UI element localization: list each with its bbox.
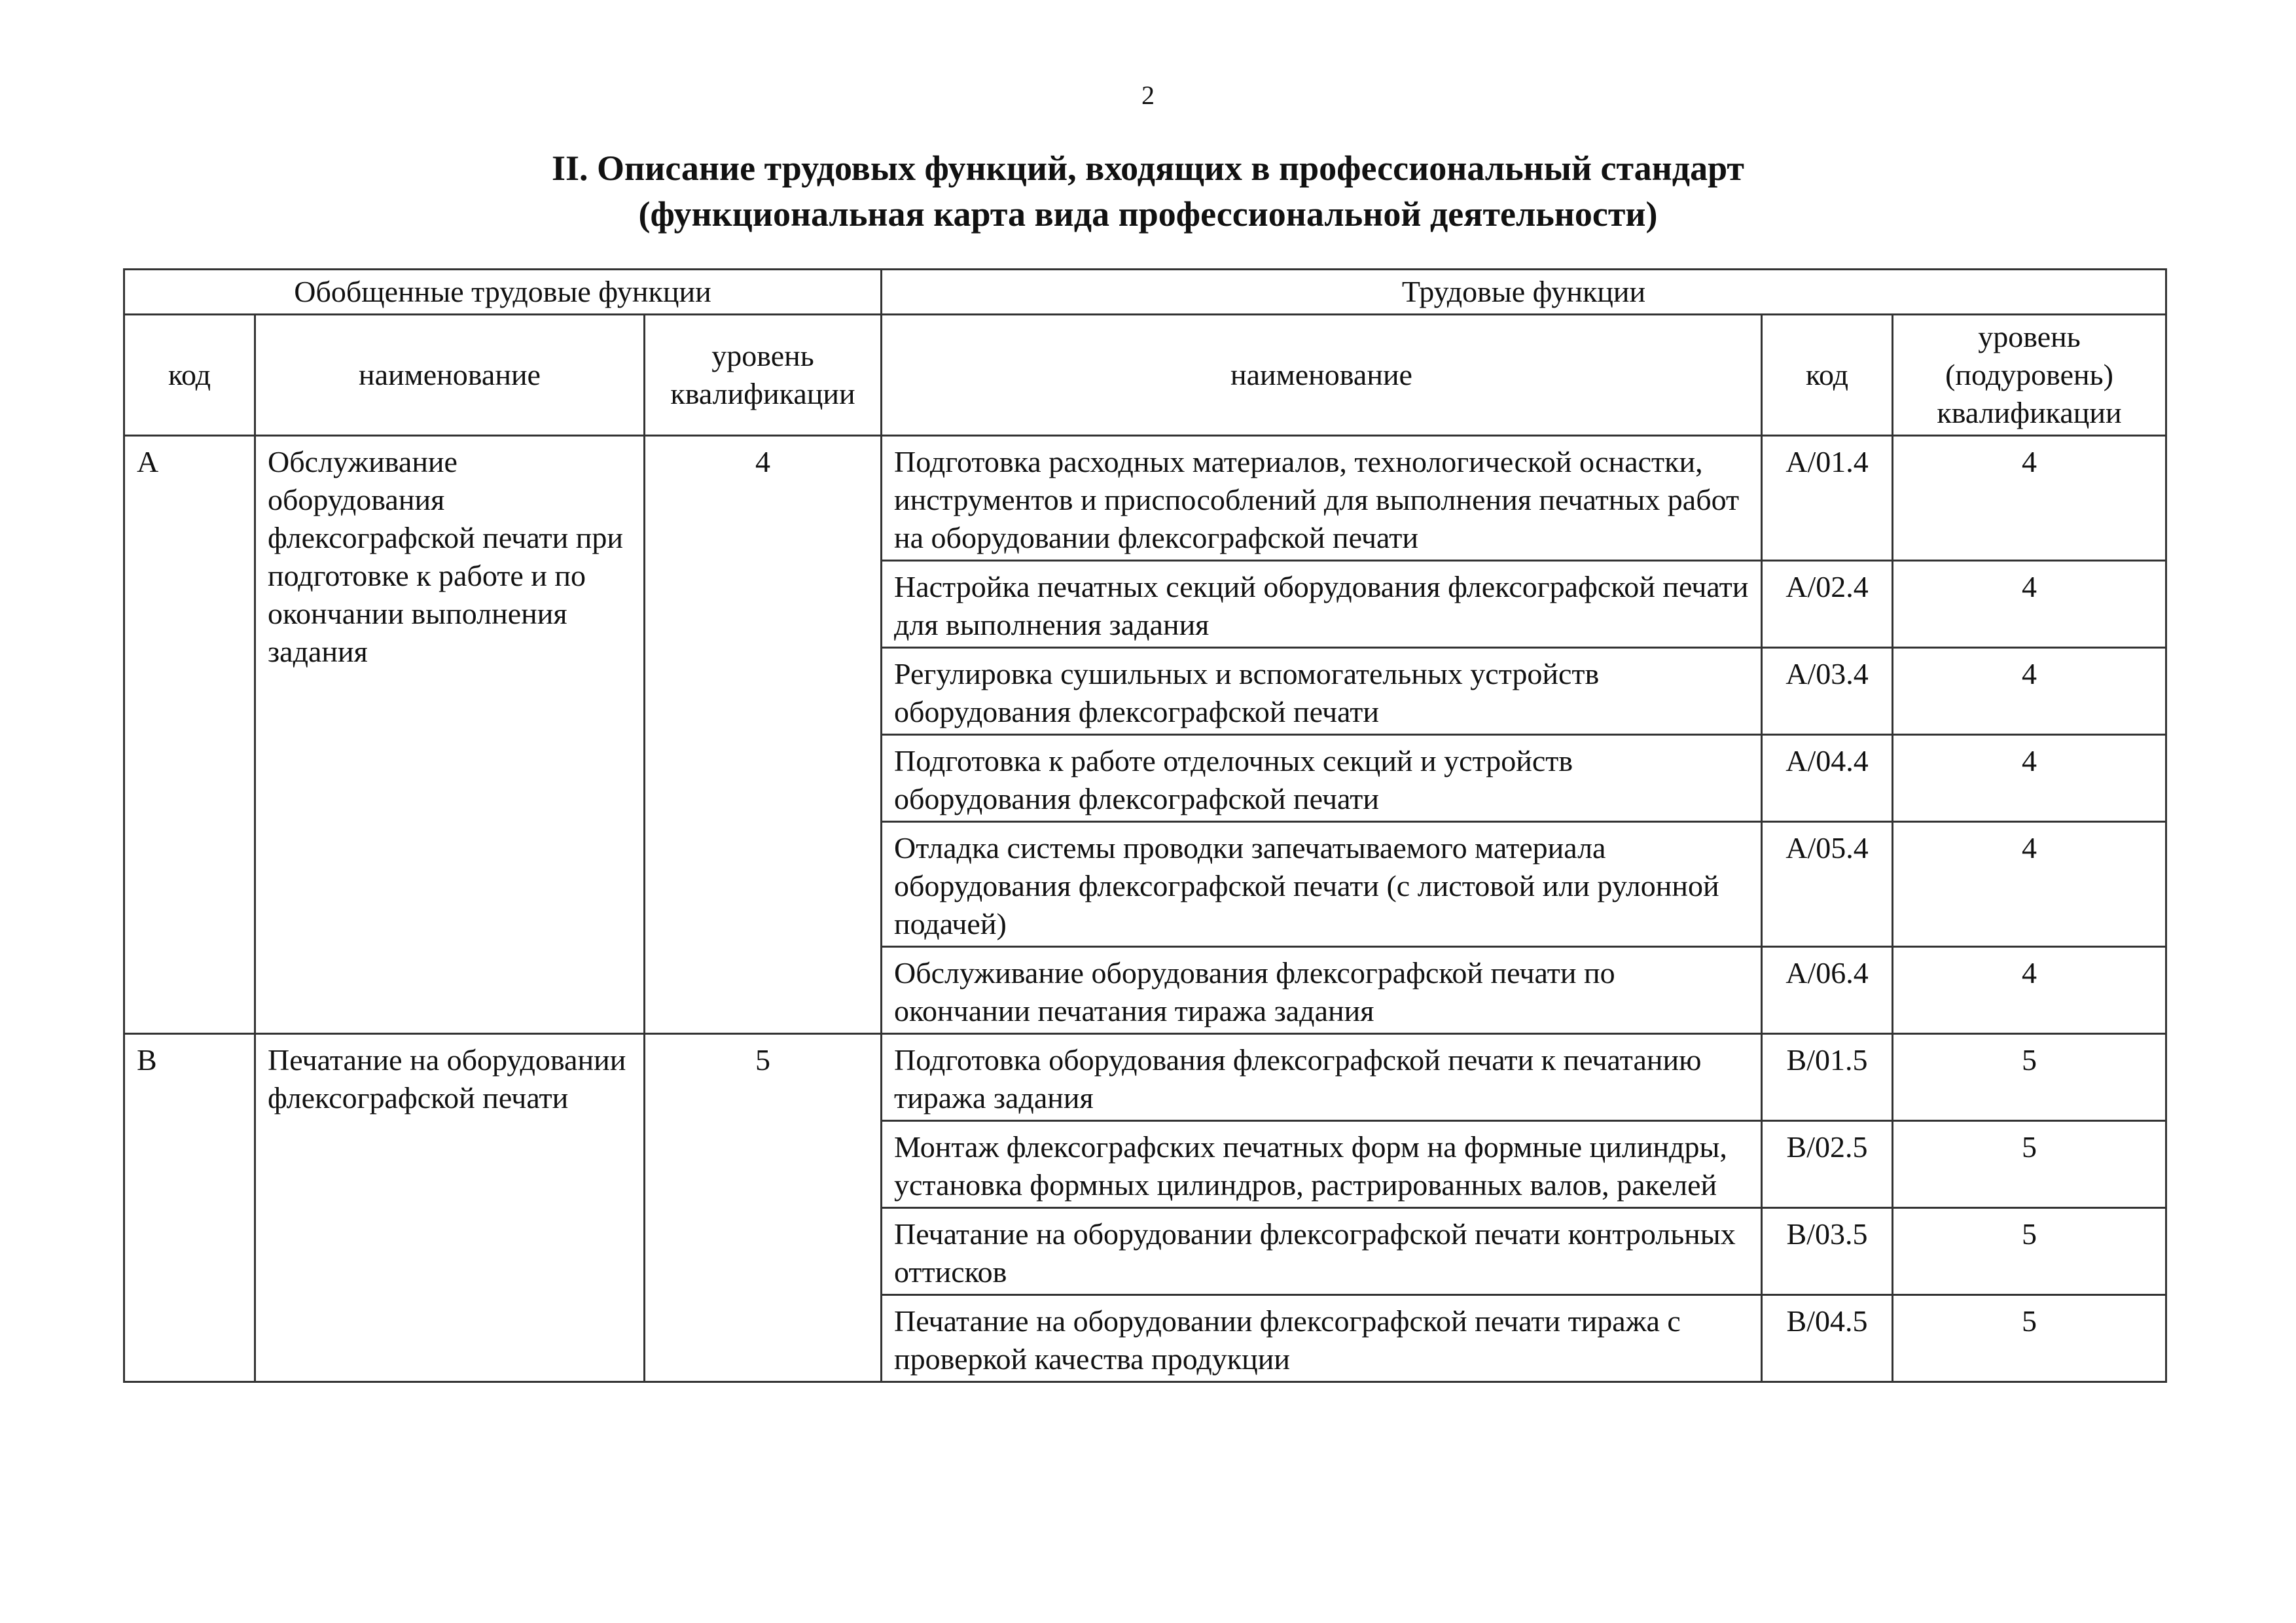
labor-function-level: 4 (1893, 822, 2166, 947)
labor-function-code: А/05.4 (1762, 822, 1893, 947)
generalized-functions-header: Обобщенные трудовые функции (124, 270, 882, 315)
section-title-line-1: II. Описание трудовых функций, входящих в профессиональный стандарт (552, 149, 1744, 188)
col-header-gen-code: код (124, 315, 255, 436)
labor-function-level: 4 (1893, 648, 2166, 735)
labor-function-code: В/01.5 (1762, 1034, 1893, 1121)
col-header-gen-name: наименование (255, 315, 645, 436)
generalized-function-code: B (124, 1034, 255, 1382)
labor-function-name: Печатание на оборудовании флексографской печати контрольных оттисков (882, 1208, 1762, 1295)
labor-function-level: 4 (1893, 735, 2166, 822)
col-header-fn-code: код (1762, 315, 1893, 436)
group-header-row (124, 270, 2166, 315)
labor-function-code: В/02.5 (1762, 1121, 1893, 1208)
labor-function-code: А/02.4 (1762, 561, 1893, 648)
generalized-function-name: Печатание на оборудовании флексографской печати (255, 1034, 645, 1382)
labor-function-level: 5 (1893, 1295, 2166, 1382)
labor-function-code: А/06.4 (1762, 947, 1893, 1034)
labor-function-level: 4 (1893, 561, 2166, 648)
labor-function-level: 5 (1893, 1121, 2166, 1208)
labor-function-name: Печатание на оборудовании флексографской печати тиража с проверкой качества продукции (882, 1295, 1762, 1382)
labor-function-code: А/01.4 (1762, 436, 1893, 561)
labor-function-code: В/03.5 (1762, 1208, 1893, 1295)
labor-function-name: Подготовка к работе отделочных секций и устройств оборудования флексографской печати (882, 735, 1762, 822)
table-row (124, 436, 2166, 561)
functional-map-table (123, 268, 2167, 1383)
table-row (124, 1034, 2166, 1121)
generalized-function-code: A (124, 436, 255, 1034)
labor-function-name: Настройка печатных секций оборудования флексографской печати для выполнения задания (882, 561, 1762, 648)
generalized-function-level: 4 (645, 436, 882, 1034)
labor-function-name: Регулировка сушильных и вспомогательных устройств оборудования флексографской печати (882, 648, 1762, 735)
column-header-row (124, 315, 2166, 436)
labor-function-name: Обслуживание оборудования флексографской печати по окончании печатания тиража задания (882, 947, 1762, 1034)
labor-functions-header: Трудовые функции (882, 270, 2166, 315)
section-title-line-2: (функциональная карта вида профессиональной деятельности) (638, 194, 1658, 234)
labor-function-level: 4 (1893, 436, 2166, 561)
labor-function-name: Отладка системы проводки запечатываемого материала оборудования флексографской печати (с листовой или рулонной подачей) (882, 822, 1762, 947)
labor-function-code: А/04.4 (1762, 735, 1893, 822)
generalized-function-level: 5 (645, 1034, 882, 1382)
col-header-fn-level: уровень (подуровень) квалификации (1893, 315, 2166, 436)
labor-function-level: 5 (1893, 1208, 2166, 1295)
labor-function-name: Монтаж флексографских печатных форм на формные цилиндры, установка формных цилиндров, растрированных валов, ракелей (882, 1121, 1762, 1208)
page-number: 2 (1141, 80, 1155, 110)
labor-function-name: Подготовка оборудования флексографской печати к печатанию тиража задания (882, 1034, 1762, 1121)
labor-function-code: В/04.5 (1762, 1295, 1893, 1382)
col-header-fn-name: наименование (882, 315, 1762, 436)
labor-function-level: 5 (1893, 1034, 2166, 1121)
labor-function-name: Подготовка расходных материалов, технологической оснастки, инструментов и приспособлений для выполнения печатных работ на оборудовании флексографской печати (882, 436, 1762, 561)
labor-function-code: А/03.4 (1762, 648, 1893, 735)
section-title (0, 145, 2296, 237)
labor-function-level: 4 (1893, 947, 2166, 1034)
generalized-function-name: Обслуживание оборудования флексографской печати при подготовке к работе и по окончании выполнения задания (255, 436, 645, 1034)
col-header-gen-level: уровень квалификации (645, 315, 882, 436)
